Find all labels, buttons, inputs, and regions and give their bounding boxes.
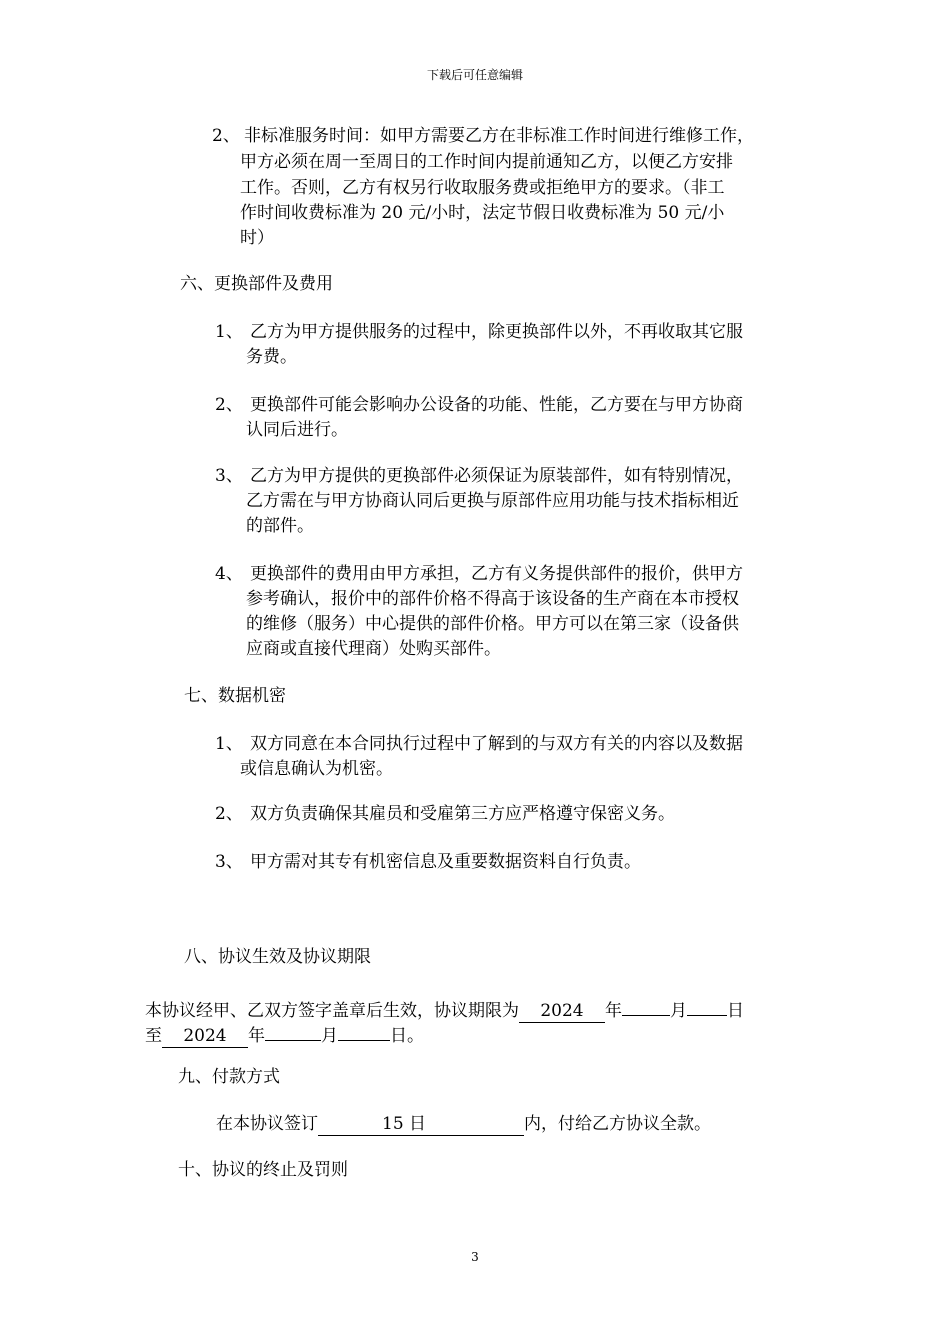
end-day-field — [338, 1018, 390, 1041]
year-label: 年 — [605, 1001, 622, 1021]
payment-prefix: 在本协议签订 — [216, 1114, 318, 1134]
item-number: 2、 — [215, 395, 243, 415]
item-text-line: 乙方为甲方提供的更换部件必须保证为原装部件，如有特别情况， — [250, 466, 743, 486]
item-text-line: 工作。否则，乙方有权另行收取服务费或拒绝甲方的要求。（非工 — [240, 178, 725, 198]
payment-line — [216, 1112, 711, 1136]
start-day-field — [687, 993, 727, 1016]
end-year-field: 2024 — [162, 1025, 248, 1048]
item-text-line: 甲方需对其专有机密信息及重要数据资料自行负责。 — [250, 852, 641, 872]
start-year-field: 2024 — [519, 1000, 605, 1023]
month-label: 月 — [670, 1001, 687, 1021]
payment-days-field — [318, 1113, 524, 1136]
item-text-line: 的维修（服务）中心提供的部件价格。甲方可以在第三家（设备供 — [246, 614, 739, 634]
payment-days-value: 15 日 — [382, 1114, 427, 1134]
item-text-line: 更换部件的费用由甲方承担，乙方有义务提供部件的报价，供甲方 — [250, 564, 743, 584]
section-title: 十、协议的终止及罚则 — [178, 1160, 348, 1180]
item-text-line: 甲方必须在周一至周日的工作时间内提前通知乙方，以便乙方安排 — [240, 152, 733, 172]
item-text-line: 乙方需在与甲方协商认同后更换与原部件应用功能与技术指标相近 — [246, 491, 739, 511]
end-month-field — [265, 1018, 321, 1041]
item-number: 3、 — [215, 852, 243, 872]
item-number: 1、 — [215, 322, 243, 342]
term-prefix: 本协议经甲、乙双方签字盖章后生效，协议期限为 — [145, 1001, 519, 1021]
item-text-line: 乙方为甲方提供服务的过程中，除更换部件以外，不再收取其它服 — [250, 322, 743, 342]
item-text-line: 双方负责确保其雇员和受雇第三方应严格遵守保密义务。 — [250, 804, 675, 824]
payment-suffix: 内，付给乙方协议全款。 — [524, 1114, 711, 1134]
item-number: 1、 — [215, 734, 243, 754]
section-title: 七、数据机密 — [184, 686, 286, 706]
item-number: 4、 — [215, 564, 243, 584]
term-to-label: 至 — [145, 1026, 162, 1046]
item-text-line: 双方同意在本合同执行过程中了解到的与双方有关的内容以及数据 — [250, 734, 743, 754]
item-text-line: 应商或直接代理商）处购买部件。 — [246, 639, 501, 659]
item-text-line: 更换部件可能会影响办公设备的功能、性能，乙方要在与甲方协商 — [250, 395, 743, 415]
item-number: 2、 — [215, 804, 243, 824]
item-text-line: 认同后进行。 — [246, 420, 348, 440]
item-text-line: 时） — [240, 228, 274, 248]
year-label: 年 — [248, 1026, 265, 1046]
item-text-line: 务费。 — [246, 347, 297, 367]
section-title: 九、付款方式 — [178, 1067, 280, 1087]
item-text-line: 的部件。 — [246, 516, 314, 536]
section-title: 八、协议生效及协议期限 — [184, 947, 371, 967]
section-title: 六、更换部件及费用 — [180, 274, 333, 294]
item-number: 2、 — [212, 126, 240, 146]
item-text-line: 参考确认，报价中的部件价格不得高于该设备的生产商在本市授权 — [246, 589, 739, 609]
page-header: 下载后可任意编辑 — [426, 68, 523, 82]
term-line-2 — [145, 1018, 424, 1048]
item-text-line: 或信息确认为机密。 — [240, 759, 393, 779]
item-text-line: 非标准服务时间：如甲方需要乙方在非标准工作时间进行维修工作， — [244, 126, 754, 146]
term-suffix: 日。 — [390, 1026, 424, 1046]
month-label: 月 — [321, 1026, 338, 1046]
start-month-field — [622, 993, 670, 1016]
page-number: 3 — [471, 1250, 479, 1264]
day-label: 日 — [727, 1001, 744, 1021]
item-number: 3、 — [215, 466, 243, 486]
item-text-line: 作时间收费标准为 20 元/小时，法定节假日收费标准为 50 元/小 — [240, 203, 725, 223]
